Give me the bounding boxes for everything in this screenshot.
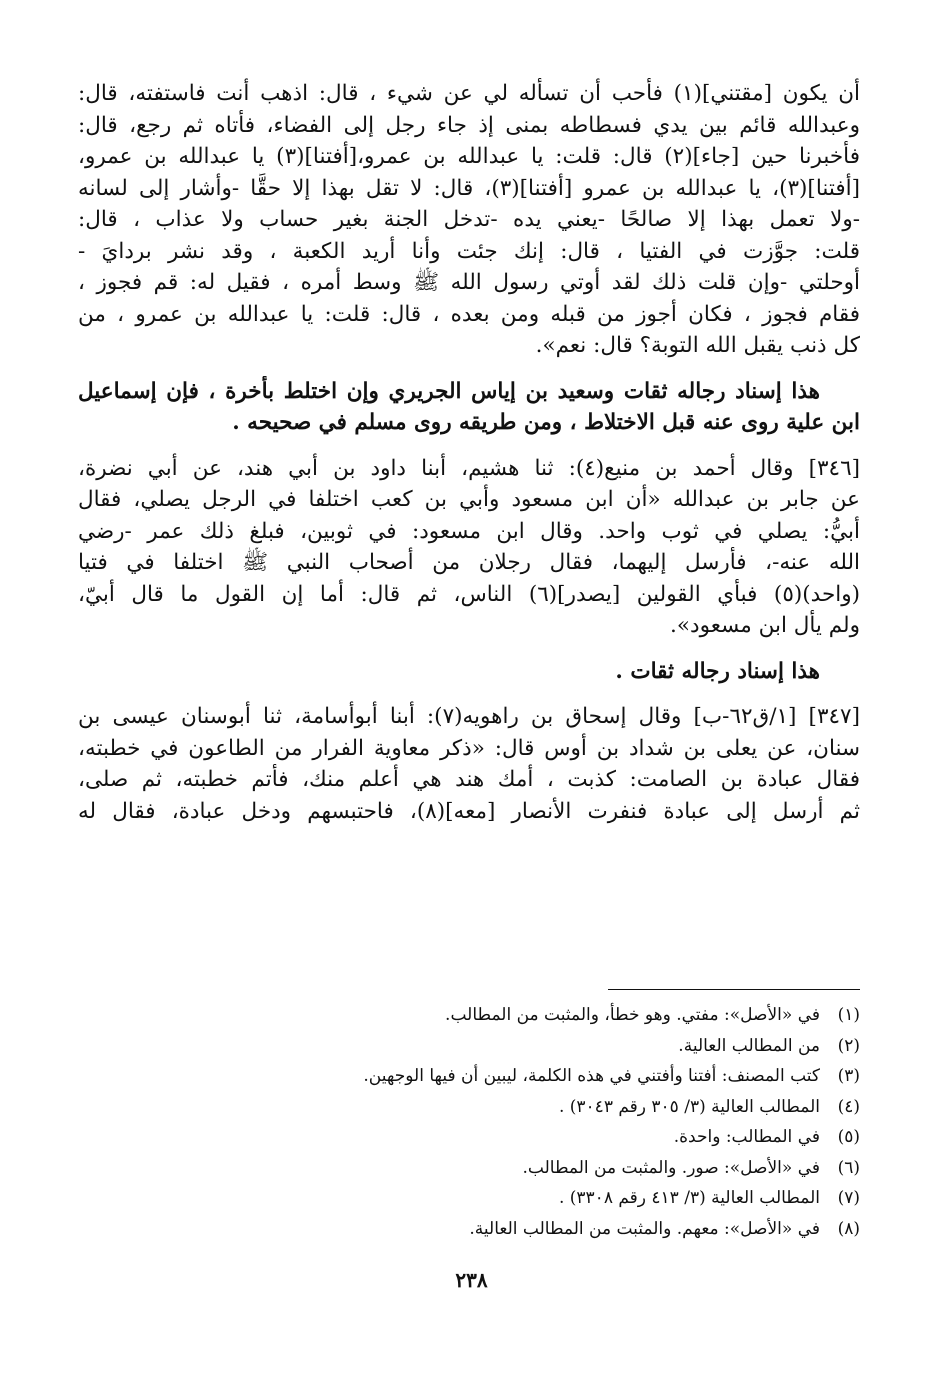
footnote-number: (٧) (837, 1188, 860, 1208)
text-line: الله عنه-، فأرسل إليهما، فقال رجلان من أصحاب النبي ﷺ اختلفا في فتيا (78, 550, 860, 575)
footnote-item (160, 1183, 860, 1214)
hadith-347 (78, 701, 860, 827)
text-line: [أفتنا](٣)، يا عبدالله بن عمرو [أفتنا](٣)، قال: لا تقل بهذا إلا حقًّا -وأشار إلى لسانه (78, 175, 860, 201)
text-line: (واحد)(٥) فبأي القولين [يصدر](٦) الناس، ثم قال: أما إن القول ما قال أُبيّ، (78, 581, 860, 607)
paragraph-hadith-continuation (78, 78, 860, 362)
footnote-divider (608, 989, 860, 990)
text-line: قلت: جوَّزت في الفتيا ، قال: إنك جئت وأنا أريد الكعبة ، وقد نشر بردايَ - (78, 238, 860, 264)
footnote-item (160, 1031, 860, 1062)
footnote-number: (١) (837, 1005, 860, 1025)
text-line: هذا إسناد رجاله ثقات وسعيد بن إياس الجريري وإن اختلط بأخرة ، فإن إسماعيل (78, 378, 820, 404)
text-line: أُبيُّ: يصلي في ثوب واحد. وقال ابن مسعود: في ثوبين، فبلغ ذلك عمر -رضي (78, 518, 860, 544)
text-line: سنان، عن يعلى بن شداد بن أوس قال: «ذكر معاوية الفرار من الطاعون في خطبته، (78, 735, 860, 761)
footnote-number: (٥) (837, 1127, 860, 1147)
text-line: فقام فجوز ، فكان أجوز من قبله ومن بعده ، قال: قلت: يا عبدالله بن عمرو ، من (78, 301, 860, 327)
footnote-number: (٢) (837, 1035, 860, 1056)
footnote-text: في «الأصل»: مفتي. وهو خطأ، والمثبت من المطالب. (445, 1005, 820, 1025)
text-line: -ولا تعمل بهذا إلا صالحًا -يعني يده -تدخل الجنة بغير حساب ولا عذاب ، قال: (78, 207, 860, 232)
text-line: كل ذنب يقبل الله التوبة؟ قال: نعم». (535, 333, 860, 358)
text-line: وعبدالله قائم بين يدي فسطاطه بمنى إذ جاء رجل إلى الفضاء، فأتاه ثم رجع، قال: (78, 112, 860, 138)
footnote-number: (٨) (837, 1218, 860, 1239)
footnote-number: (٣) (837, 1066, 860, 1086)
footnote-item (160, 1000, 860, 1031)
footnote-text: من المطالب العالية. (678, 1035, 820, 1056)
text-line: هذا إسناد رجاله ثقات . (615, 658, 820, 684)
text-line: فقال عبادة بن الصامت: كذبت ، أمك هند هي أعلم منك، فأتم خطبته، ثم صلى، (78, 767, 860, 792)
text-line: [٣٤٦] وقال أحمد بن منيع(٤): ثنا هشيم، أبنا داود بن أبي هند، عن أبي نضرة، (78, 455, 860, 481)
text-line: فأخبرنا حين [جاء](٢) قال: قلت: يا عبدالله بن عمرو،[أفتنا](٣) يا عبدالله بن عمرو، (78, 144, 860, 169)
text-line: [٣٤٧] [١/ق٦٢-ب] وقال إسحاق بن راهويه(٧): أبنا أبوأسامة، ثنا أبوسنان عيسى بن (78, 704, 860, 729)
text-line: ثم أرسل إلى عبادة فنفرت الأنصار [معه](٨)، فاحتبسهم ودخل عبادة، فقال له (78, 798, 860, 824)
footnote-text: كتب المصنف: أفتنا وأفتني في هذه الكلمة، ليبين أن فيها الوجهين. (363, 1066, 820, 1086)
text-line: ابن علية روى عنه قبل الاختلاط ، ومن طريقه روى مسلم في صحيحه . (232, 410, 860, 435)
footnote-text: المطالب العالية (٣/ ٤١٣ رقم ٣٣٠٨) . (558, 1188, 820, 1208)
footnote-text: المطالب العالية (٣/ ٣٠٥ رقم ٣٠٤٣) . (558, 1096, 820, 1117)
footnote-number: (٦) (837, 1157, 860, 1178)
text-line: عن جابر بن عبدالله «أن ابن مسعود وأبي بن كعب اختلفا في الرجل يصلي، فقال (78, 487, 860, 512)
footnote-item (160, 1214, 860, 1245)
text-line: أوحلتي -وإن قلت ذلك لقد أوتي رسول الله ﷺ وسط أمره ، فقيل له: قم فجوز ، (78, 270, 860, 295)
footnote-number: (٤) (837, 1096, 860, 1117)
footnote-item (160, 1092, 860, 1123)
footnote-item (160, 1153, 860, 1184)
footnote-text: في «الأصل»: صور. والمثبت من المطالب. (522, 1157, 820, 1178)
isnad-grading-2 (78, 656, 860, 688)
footnotes (160, 1000, 860, 1244)
footnote-text: في «الأصل»: معهم. والمثبت من المطالب العالية. (469, 1218, 820, 1239)
text-line: ولم يأل ابن مسعود». (670, 613, 860, 638)
footnote-item (160, 1122, 860, 1153)
isnad-grading-1 (78, 376, 860, 439)
page-number: ٢٣٨ (455, 1268, 488, 1292)
hadith-346 (78, 453, 860, 642)
main-text (78, 78, 860, 827)
footnote-item (160, 1061, 860, 1092)
footnote-text: في المطالب: واحدة. (673, 1127, 820, 1147)
text-line: أن يكون [مقتني](١) فأحب أن تسأله لي عن شيء ، قال: اذهب أنت فاستفته، قال: (78, 81, 860, 106)
